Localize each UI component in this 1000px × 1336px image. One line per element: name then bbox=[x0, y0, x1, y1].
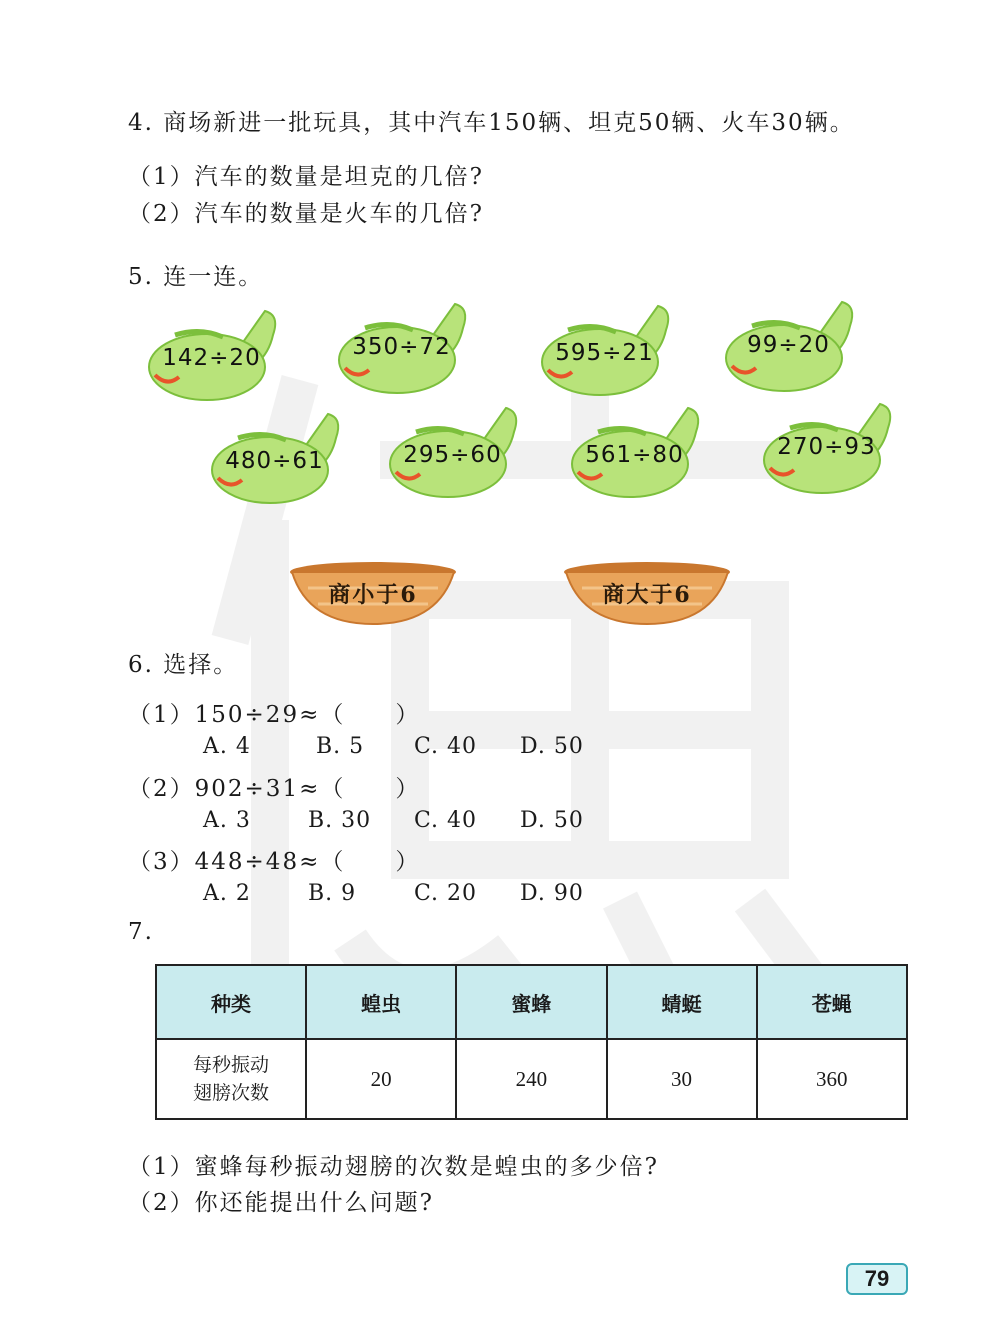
q6-item2-option-d[interactable]: D. 50 bbox=[520, 808, 584, 833]
table-header-cell: 苍蝇 bbox=[757, 965, 907, 1039]
table-header-cell: 蜻蜓 bbox=[607, 965, 757, 1039]
fish-expression: 295÷60 bbox=[403, 442, 502, 468]
basket-label: 商大于6 bbox=[602, 582, 692, 608]
table-cell: 20 bbox=[306, 1039, 456, 1119]
fish-card[interactable] bbox=[538, 300, 673, 405]
fish-card[interactable] bbox=[386, 402, 521, 507]
fish-expression: 350÷72 bbox=[352, 334, 451, 360]
table-header-row bbox=[156, 965, 907, 1039]
q6-item2-question: （2）902÷31≈（ ） bbox=[128, 776, 421, 802]
fish-card[interactable] bbox=[335, 298, 470, 403]
fish-card[interactable] bbox=[208, 408, 343, 513]
basket-quotient-less-than-6[interactable] bbox=[288, 560, 458, 628]
fish-expression: 270÷93 bbox=[777, 434, 876, 460]
q5-stem: 5. 连一连。 bbox=[128, 264, 264, 290]
fish-expression: 99÷20 bbox=[747, 332, 830, 358]
table-row-label bbox=[156, 1039, 306, 1119]
q6-item1-option-b[interactable]: B. 5 bbox=[316, 734, 365, 759]
fish-card[interactable] bbox=[760, 398, 895, 503]
table-cell: 360 bbox=[757, 1039, 907, 1119]
fish-card[interactable] bbox=[722, 296, 857, 401]
table-cell: 30 bbox=[607, 1039, 757, 1119]
basket-label: 商小于6 bbox=[328, 582, 418, 608]
q4-sub2: （2）汽车的数量是火车的几倍? bbox=[128, 201, 484, 227]
fish-expression: 480÷61 bbox=[225, 448, 324, 474]
q7-stem: 7. bbox=[128, 919, 154, 945]
page-number: 79 bbox=[846, 1263, 908, 1295]
q6-item1-option-a[interactable]: A. 4 bbox=[203, 734, 251, 759]
fish-card[interactable] bbox=[145, 305, 280, 410]
q6-item2-option-a[interactable]: A. 3 bbox=[203, 808, 251, 833]
row-label-line1: 每秒振动 bbox=[193, 1054, 270, 1076]
table-header-cell: 种类 bbox=[156, 965, 306, 1039]
wing-beat-table bbox=[155, 964, 908, 1120]
fish-expression: 595÷21 bbox=[555, 340, 654, 366]
q6-item1-question: （1）150÷29≈（ ） bbox=[128, 702, 421, 728]
table-header-cell: 蝗虫 bbox=[306, 965, 456, 1039]
q6-item2-option-c[interactable]: C. 40 bbox=[414, 808, 478, 833]
basket-quotient-greater-than-6[interactable] bbox=[562, 560, 732, 628]
q7-sub2: （2）你还能提出什么问题? bbox=[128, 1190, 434, 1216]
table-header-cell: 蜜蜂 bbox=[456, 965, 606, 1039]
fish-expression: 561÷80 bbox=[585, 442, 684, 468]
q6-item3-option-a[interactable]: A. 2 bbox=[203, 881, 251, 906]
q4-stem: 4. 商场新进一批玩具，其中汽车150辆、坦克50辆、火车30辆。 bbox=[128, 110, 855, 136]
q6-stem: 6. 选择。 bbox=[128, 652, 239, 678]
row-label-line2: 翅膀次数 bbox=[193, 1082, 270, 1104]
q6-item1-option-d[interactable]: D. 50 bbox=[520, 734, 584, 759]
q6-item3-option-b[interactable]: B. 9 bbox=[308, 881, 357, 906]
table-cell: 240 bbox=[456, 1039, 606, 1119]
q6-item2-option-b[interactable]: B. 30 bbox=[308, 808, 372, 833]
q7-sub1: （1）蜜蜂每秒振动翅膀的次数是蝗虫的多少倍? bbox=[128, 1154, 659, 1180]
q4-sub1: （1）汽车的数量是坦克的几倍? bbox=[128, 164, 484, 190]
q6-item3-question: （3）448÷48≈（ ） bbox=[128, 849, 421, 875]
fish-expression: 142÷20 bbox=[162, 345, 261, 371]
table-row bbox=[156, 1039, 907, 1119]
q6-item3-option-c[interactable]: C. 20 bbox=[414, 881, 478, 906]
q6-item1-option-c[interactable]: C. 40 bbox=[414, 734, 478, 759]
q6-item3-option-d[interactable]: D. 90 bbox=[520, 881, 584, 906]
fish-card[interactable] bbox=[568, 402, 703, 507]
